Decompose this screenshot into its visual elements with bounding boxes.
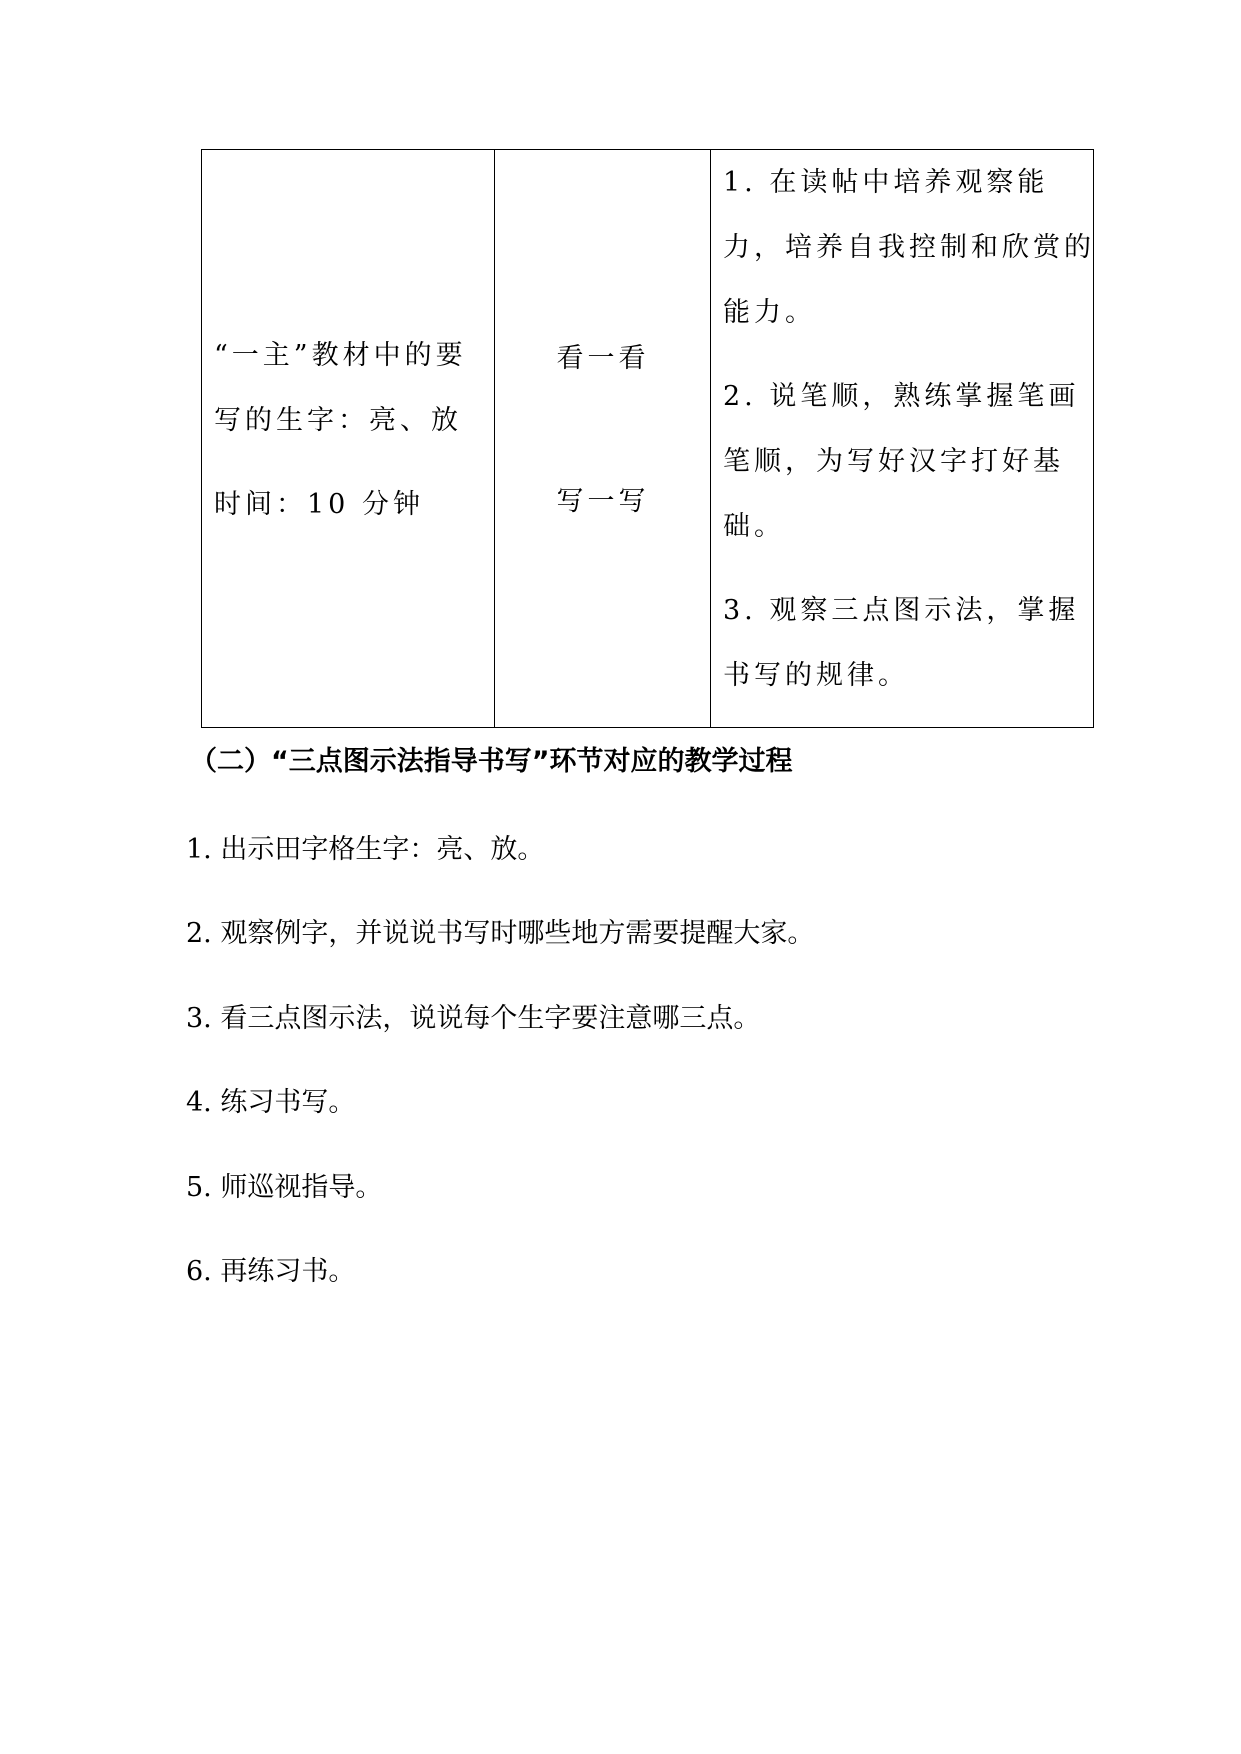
goal-line: 能力。 [723, 297, 816, 328]
content-line: “一主”教材中的要 [214, 340, 467, 371]
goal-line: 力，培养自我控制和欣赏的 [723, 232, 1095, 263]
activity-write: 写一写 [556, 486, 650, 517]
list-item: 1. 出示田字格生字：亮、放。 [186, 834, 545, 865]
goal-line: 2. 说笔顺，熟练掌握笔画 [723, 381, 1080, 412]
activity-look: 看一看 [556, 343, 650, 374]
list-item: 2. 观察例字，并说说书写时哪些地方需要提醒大家。 [186, 918, 815, 949]
list-item: 4. 练习书写。 [186, 1087, 356, 1118]
goal-line: 笔顺，为写好汉字打好基 [723, 446, 1064, 477]
list-item: 3. 看三点图示法，说说每个生字要注意哪三点。 [186, 1003, 761, 1034]
table-cell-content [202, 150, 495, 727]
lesson-table [201, 149, 1094, 728]
content-line: 写的生字：亮、放 [214, 405, 462, 436]
goal-line: 础。 [723, 511, 785, 542]
list-item: 6. 再练习书。 [186, 1256, 356, 1287]
list-item: 5. 师巡视指导。 [186, 1172, 383, 1203]
table-cell-activity [495, 150, 711, 727]
goal-line: 书写的规律。 [723, 660, 909, 691]
goal-line: 1. 在读帖中培养观察能 [723, 167, 1049, 198]
goal-line: 3. 观察三点图示法，掌握 [723, 595, 1080, 626]
duration-line: 时间：10 分钟 [214, 489, 424, 520]
table-cell-goals [711, 150, 1093, 727]
section-heading: （二）“三点图示法指导书写”环节对应的教学过程 [190, 746, 793, 777]
